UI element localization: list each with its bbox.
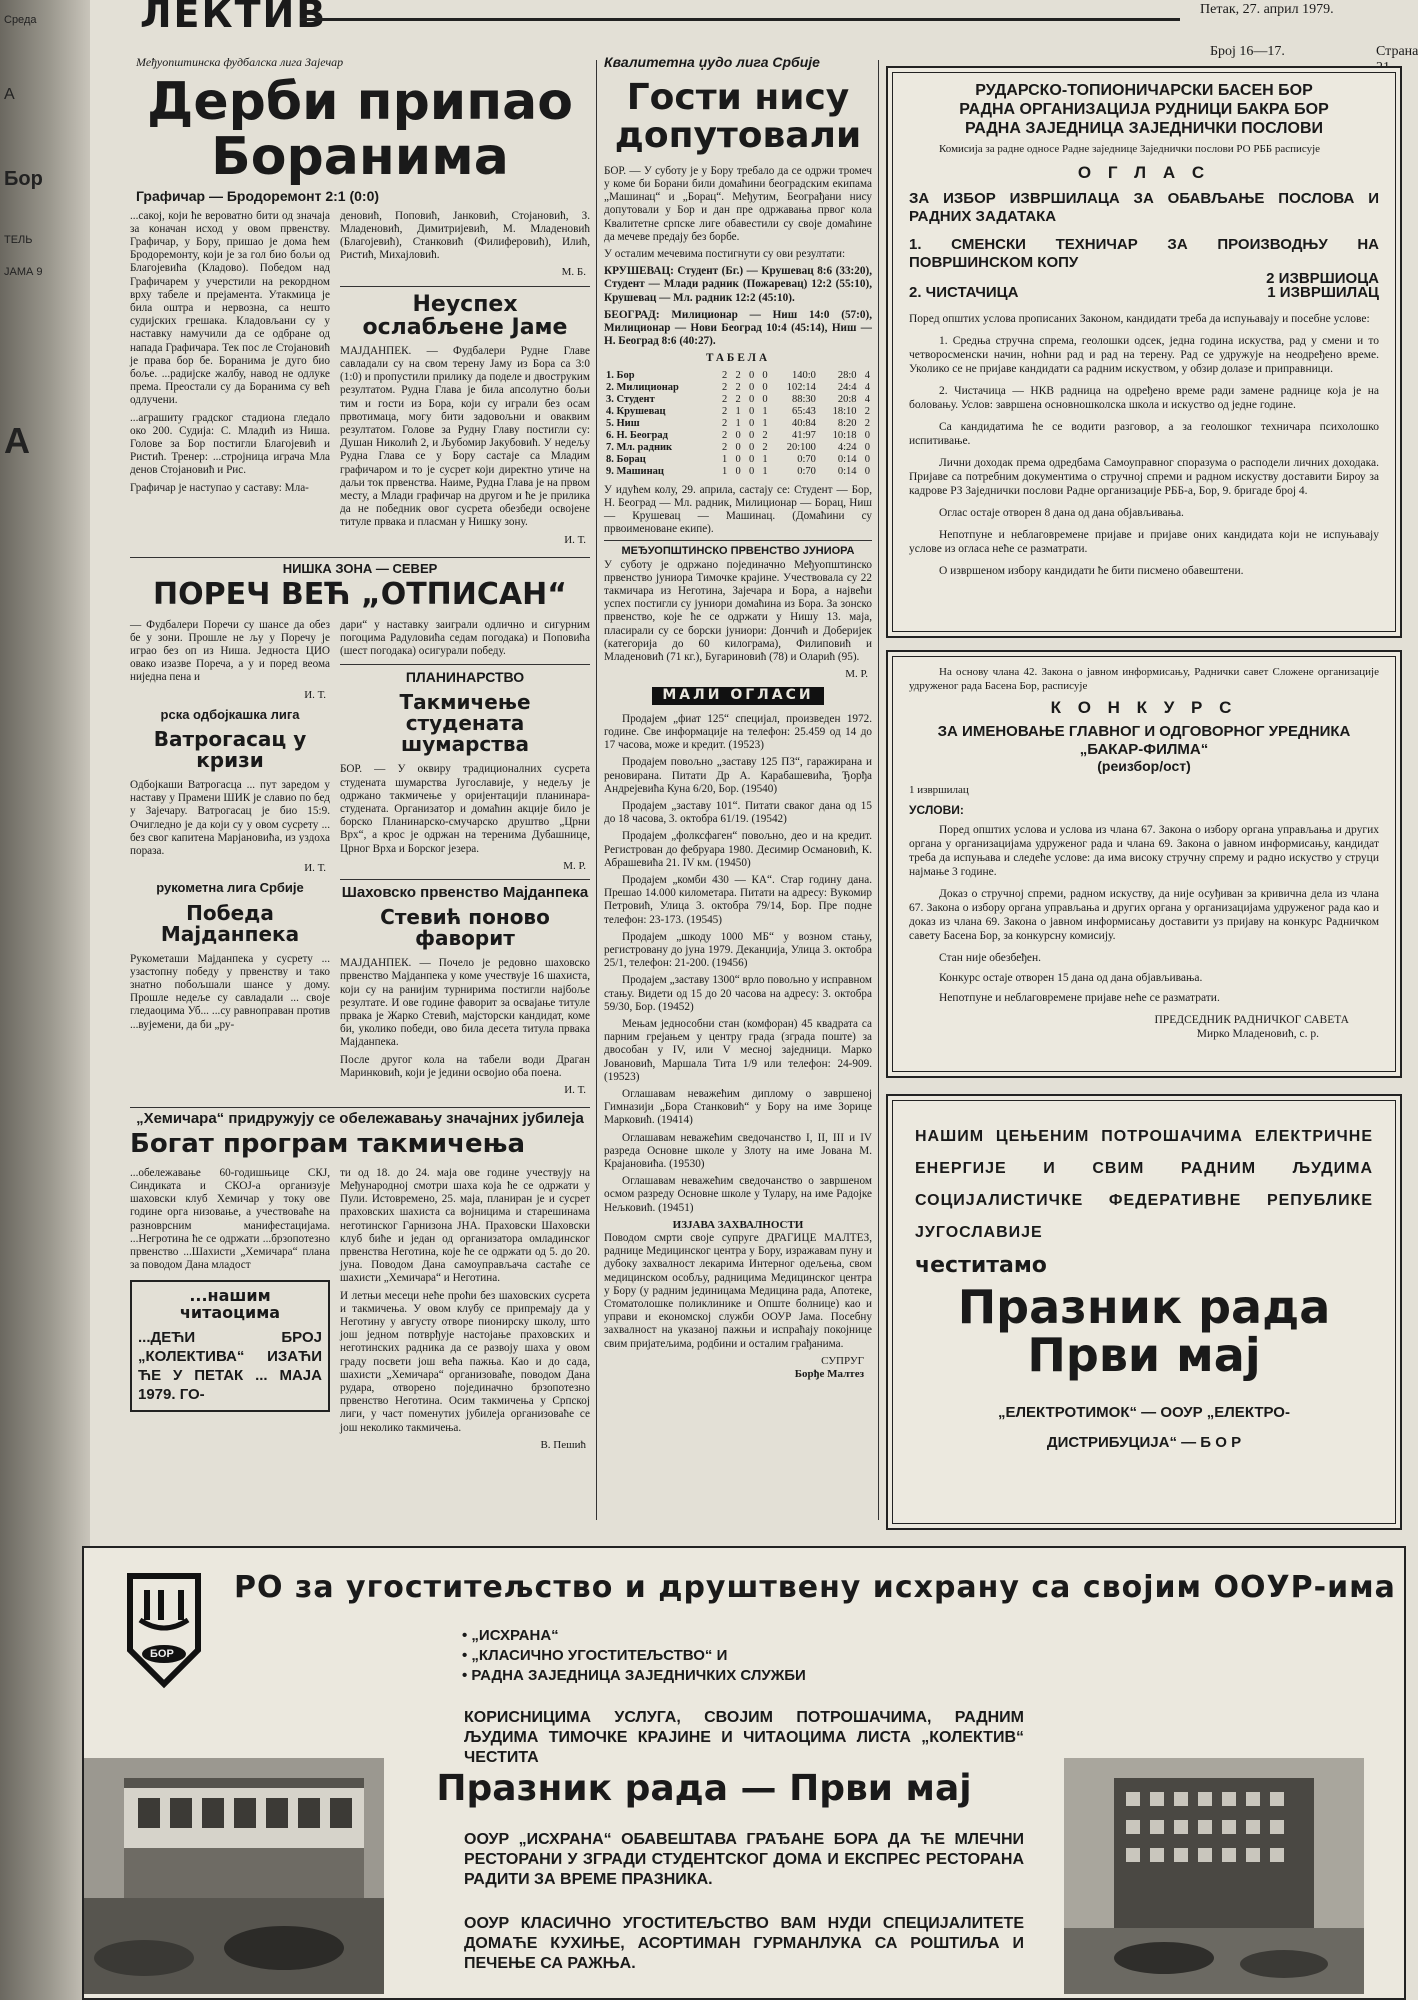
article-headline: Победа Мајданпека	[160, 900, 300, 946]
org-name: РУДАРСКО-ТОПИОНИЧАРСКИ БАСЕН БОР	[975, 82, 1313, 99]
sponsor-name: ДИСТРИБУЦИЈА“ — Б О Р	[1046, 1433, 1242, 1451]
team-name-cell: 8. Борац	[606, 453, 646, 465]
article-body: ...обележавање 60-годишњице СКЈ, Синдиката и СКОЈ-а организује шаховски клуб Хемичар у току ове године орга низовање, а учествоваће на разноврсним манифестацијама. ...Негротина ће се одржати ...брзопотезно првенство ...Шахисти „Хемичара“ плана за поводом Дана младост	[130, 1166, 330, 1272]
holiday-title: Празник рада	[957, 1280, 1331, 1334]
gutter-fragment: А	[4, 420, 30, 461]
unit-label: „ИСХРАНА“	[471, 1627, 559, 1644]
table-cell: 0	[748, 417, 755, 429]
signature-title: ПРЕДСЕДНИК РАДНИЧКОГ САВЕТА	[1154, 1014, 1349, 1026]
ad-paragraph: 2. Чистачица — НКВ радница на одређено време ради замене раднице која је на боловању. Услов: завршена основношколска школа и искуство од једне године.	[909, 385, 1379, 411]
table-row	[604, 454, 872, 466]
article-headline: Стевић поново фаворит	[380, 905, 550, 951]
author-initials: М. Б.	[561, 266, 586, 279]
table-row	[604, 394, 872, 406]
team-name-cell: 2. Милиционар	[606, 381, 679, 393]
table-row	[604, 442, 872, 454]
table-cell: 0	[748, 405, 755, 417]
unit-label: РАДНА ЗАЈЕДНИЦА ЗАЈЕДНИЧКИХ СЛУЖБИ	[471, 1667, 806, 1684]
table-cell: 24:4	[837, 381, 857, 393]
team-name-cell: 9. Машинац	[606, 465, 664, 477]
table-cell: 4	[864, 393, 870, 405]
table-cell: 0	[748, 381, 755, 393]
column-rule	[596, 60, 597, 1520]
results-text: БЕОГРАД: Милиционар — Ниш 14:0 (57:0), Милиционар — Нови Београд 10:4 (45:14), Ниш — Н. Београд 8:6 (40:27).	[604, 308, 872, 348]
table-cell: 2	[864, 405, 870, 417]
ad-paragraph: Непотпуне и неблаговремене пријаве и пријаве оних кандидата који не испуњавају услове из огласа неће се разматрати.	[909, 529, 1379, 555]
ad-paragraph: Конкурс остаје отворен 15 дана од дана објављивања.	[939, 972, 1203, 984]
author-initials: И. Т.	[564, 533, 586, 546]
ad-title: К О Н К У Р С	[1050, 698, 1238, 717]
gutter-fragment: Бор	[4, 168, 43, 190]
table-cell: 20:8	[837, 393, 857, 405]
catering-logo	[122, 1570, 206, 1690]
table-cell: 0	[864, 453, 870, 465]
classified-ad: Продајем повољно „заставу 125 ПЗ“, гаражирана и реновирана. Питати Др А. Карабашевића, Ђорђа Андрејевића Куна 6/20, Бор. (19540)	[604, 756, 872, 795]
article-body: У осталим мечевима постигнути су ови резултати:	[604, 248, 846, 261]
article-body: ти од 18. до 24. маја ове године учествују на Међународној смотри шаха која ће се одржати у Пули. Истовремено, 25. маја, планиран је и сусрет праховских шахиста са војницима и старешинама неготинског Гарнизона ЈНА. Праховски Шаховски клуб биће и један од организатора омладинског првенства Неготина, које ће се одржати од 5. до 20. јуна. Поводом Дана самоуправљача састаће се шахисти „Хемичара“ и Неготина.	[340, 1166, 590, 1285]
ad-headline: РО за угоститељство и друштвену исхрану са својим ООУР-има	[234, 1570, 1396, 1605]
holiday-title: Први мај	[1027, 1328, 1261, 1383]
article-headline: Дерби припао Боранима	[147, 72, 573, 187]
classified-ad: Продајем „заставу 1300“ врло повољно у исправном стању. Видети од 15 до 20 часова на адресу: 3. октобра 59/30, Бор. (19452)	[604, 974, 872, 1013]
table-cell: 1	[722, 453, 728, 465]
ad-subtitle: (реизбор/ост)	[1097, 758, 1191, 774]
table-cell: 0	[864, 441, 870, 453]
org-name: РАДНА ОРГАНИЗАЦИЈА РУДНИЦИ БАКРА БОР	[959, 101, 1329, 118]
table-cell: 140:0	[791, 369, 816, 381]
author-initials: И. Т.	[564, 1084, 586, 1097]
classified-ad: Оглашавам неважећим сведочанство о завршеном осмом разреду Основне школе у Тулару, на име Радојке Нељковић. (19451)	[604, 1175, 872, 1214]
position-1: 1. СМЕНСКИ ТЕХНИЧАР ЗА ПРОИЗВОДЊУ НА ПОВРШИНСКОМ КОПУ	[909, 236, 1379, 271]
ad-paragraph: Стан није обезбеђен.	[939, 952, 1042, 964]
article-body: У идућем колу, 29. априла, састају се: Студент — Бор, Н. Београд — Мл. радник, Милиционар — Борац, Ниш — Крушевац — Машинац. (Домаћини су првоименоване екипе).	[604, 483, 872, 536]
thanks-title: ИЗЈАВА ЗАХВАЛНОСТИ	[672, 1218, 804, 1231]
table-cell: 0	[762, 369, 768, 381]
position-1-count: 2 ИЗВРШИОЦА	[1266, 270, 1379, 287]
table-row	[604, 370, 872, 382]
table-cell: 0:70	[797, 465, 816, 477]
ad-paragraph: 1. Средња стручна спрема, геолошки одсек, једна година искуства, рад у смени и то четворосменски начин, ноћни рад и рад на терену. Рад се удружује на неодређено време. Уколико се не пријаве кандидати са радним искуством, у обзир долазе и приправници.	[909, 335, 1379, 375]
table-cell: 88:30	[791, 393, 816, 405]
contest-ad-box	[886, 650, 1402, 1078]
section-heading: ПЛАНИНАРСТВО	[405, 669, 525, 686]
table-cell: 1	[762, 417, 768, 429]
article-body: МАЈДАНПЕК. — Почело је редовно шаховско првенство Мајданпека у коме учествује 16 шахиста, који су на ранијим турнирима постигли најбоље резултате. И ове године фаворит за освајање титуле првака је Жарко Стевић, мајсторски кандидат, коме би, уколико победи, ово била десета титула првака Мајданпека.	[340, 957, 590, 1049]
article-kicker: „Хемичара“ придружују се обележавању значајних јубилеја	[136, 1110, 584, 1128]
classifieds-title: МАЛИ ОГЛАСИ	[652, 687, 823, 704]
greeting-text: НАШИМ ЦЕЊЕНИМ ПОТРОШАЧИМА ЕЛЕКТРИЧНЕ ЕНЕРГИЈЕ И СВИМ РАДНИМ ЉУДИМА СОЦИЈАЛИСТИЧКЕ ФЕДЕРАТИВНЕ РЕПУБЛИКЕ ЈУГОСЛАВИЈЕ	[915, 1128, 1373, 1241]
photo-image	[1064, 1758, 1364, 1994]
greeting-congrats: честитамо	[915, 1253, 1047, 1278]
classified-ad: Продајем „заставу 101“. Питати сваког дана од 15 до 18 часова, 3. октобра 61/19. (19542)	[604, 799, 872, 826]
position-count: 1 извршилац	[909, 784, 969, 796]
building-photo	[1064, 1758, 1364, 1994]
article-body: Рукометаши Мајданпека у сусрету ... узастопну победу у првенству и тако знатно побољшали шансе у дому. Прошле недеље су савладали ... своје гледаоцима Уб... ...су равноправан против ...вујемени, да би „ру-	[130, 952, 330, 1031]
table-cell: 2	[722, 405, 728, 417]
table-cell: 0	[748, 441, 755, 453]
table-cell: 1	[735, 417, 741, 429]
article-body: ...сакој, који ће вероватно бити од значаја за коначан исход у овом првенству. Графичар, у Бору, пришао је дома ћем Бродоремонту, који је за гол био бољи од Благојевића (Кладово). Победом над Графичарем у учерстили на рекордном врху табеле и прејамента. Утакмица је била оштра и нервозна, са нешто судијских грешака. Кладовљани су у наставку намучили да се одбране од напада Графичара. Тек пос ле Стојановић је права бор бе. Боранима је дуго био боље. ...радијске жалбу, навод не одлуке према. Преостали су да Боранима су већ одлучени.	[130, 209, 330, 407]
table-cell: 0	[735, 429, 741, 441]
table-row	[604, 406, 872, 418]
position-2-count: 1 ИЗВРШИЛАЦ	[1267, 284, 1379, 301]
gutter-fragment: ТЕЛЬ	[4, 234, 33, 246]
ad-info: ООУР „ИСХРАНА“ ОБАВЕШТАВА ГРАЂАНЕ БОРА ДА ЋЕ МЛЕЧНИ РЕСТОРАНИ У ЗГРАДИ СТУДЕНТСКОГ ДОМА И ЕКСПРЕС РЕСТОРАНА РАДИТИ ЗА ВРЕМЕ ПРАЗНИКА.	[464, 1831, 1024, 1888]
catering-ad	[82, 1546, 1406, 2000]
article-headline: Богат програм такмичења	[130, 1129, 526, 1160]
article-body: деновић, Поповић, Јанковић, Стојановић, З. Младеновић, Димитријевић, М. Младеновић (Благојевић), Станковић (Филиферовић), Илић, Ристић, Михајловић.	[340, 209, 590, 262]
classified-ad: Продајем „фолксфаген“ повољно, део и на кредит. Регистрован до фебруара 1980. Десимир Османовић, К. Абрашевића 21. IV км. (19450)	[604, 830, 872, 869]
team-name-cell: 3. Студент	[606, 393, 655, 405]
notice-body: ...ДЕЋИ БРОЈ „КОЛЕКТИВА“ ИЗАЋИ ЋЕ У ПЕТАК ... МАЈА 1979. ГО-	[138, 1328, 322, 1403]
article-body: И летњи месеци неће проћи без шаховских сусрета и такмичења. У овом клубу се припремају да у Неготину у августу отворе пионирску школу, што још једном потврђује настојање праховских и неготинских радника да се развоју шаха у овом граду посвети још већа пажња. Као и до сада, шахисти „Хемичара“ организоваће, поводом Дана рудара, отворено појединачно брзопотезно првенство Неготина. Осим такмичења у Српској лиги, у част поменутих јубилеја организоваће се још неколико такмичења.	[340, 1289, 590, 1434]
unit-item: • РАДНА ЗАЈЕДНИЦА ЗАЈЕДНИЧКИХ СЛУЖБИ	[462, 1667, 806, 1684]
thanks-sign-name: Борђе Малтез	[794, 1368, 864, 1381]
page-number: Страна	[1376, 44, 1418, 59]
table-cell: 0	[864, 429, 870, 441]
article-kicker: Квалитетна џудо лига Србије	[604, 54, 820, 70]
table-cell: 8:20	[837, 417, 857, 429]
unit-item: • „ИСХРАНА“	[462, 1627, 559, 1644]
position-2: 2. ЧИСТАЧИЦА	[909, 284, 1019, 301]
table-cell: 41:97	[791, 429, 816, 441]
reader-notice	[130, 1280, 330, 1412]
article-kicker: рукометна лига Србије	[156, 880, 304, 896]
team-name-cell: 1. Бор	[606, 369, 635, 381]
table-cell: 28:0	[837, 369, 857, 381]
article-headline: Ватрогасац у кризи	[153, 726, 307, 772]
ad-paragraph: Доказ о стручној спреми, радном искуству, да није осуђиван за кривична дела из члана 67. Закона о избору органа управљања и других органа у организацијама удруженог рада као и доказ из члана 69. Закона о јавном информисању доставити уз пријаву на конкурс Радничком савету Басена Бор, за конкурсну комисију.	[909, 888, 1379, 942]
conditions-label: УСЛОВИ:	[909, 803, 964, 817]
standings-table	[604, 370, 872, 478]
article-body: Одбојкаши Ватрогасца ... пут заредом у наставу у Прамени ШИК је славио по бед у Зајечару. Ватрогасац је био 15:9. Очигледно је да који су у овом сусрету ... без свог капитена Марјановића, из уздоха пораза.	[130, 778, 330, 857]
article-headline: ПОРЕЧ ВЕЋ „ОТПИСАН“	[153, 577, 567, 613]
author-initials: И. Т.	[304, 688, 326, 701]
classifieds-list	[604, 713, 872, 1215]
ad-title: О Г Л А С	[1077, 163, 1211, 182]
article-headline: Такмичење студената шумарства	[399, 690, 531, 757]
table-cell: 0:70	[797, 453, 816, 465]
thanks-sign: СУПРУГ	[821, 1354, 864, 1367]
column-rule	[878, 60, 879, 1520]
article-body: БОР. — У оквиру традиционалних сусрета студената шумарства Југославије, у недељу је одржано такмичење у оријентацији планинара-студената. Организатор и домаћин акције било је борско Планинарско-смучарско друштво „Црни Врх“, а крос је одржан на теренима Дубашнице, Црног Врха и Борског језера.	[340, 763, 590, 855]
masthead	[60, 0, 1418, 59]
ad-paragraph: Поред општих услова и услова из члана 67. Закона о избору органа управљања и других органа у организацијама удруженог рада и члана 69. Закона о јавном информисању, кандидат треба да испуњава и следеће услове: да има високу стручну спрему и радно искуство у струци најмање 3 године.	[909, 824, 1379, 878]
table-cell: 0	[748, 465, 755, 477]
article-kicker: Међуопштинска фудбалска лига Зајечар	[136, 55, 344, 69]
table-cell: 1	[722, 465, 728, 477]
article-body: БОР. — У суботу је у Бору требало да се одржи тромеч у коме би Борани били домаћини београдским екипама „Машинац“ и „Борац“. Међутим, Београђани нису допутовали у Бор и дан пре одржавања првог кола Квалитетне српске лиге обавестили су своје домаћине да мечеве предају без борбе.	[604, 164, 872, 243]
table-cell: 0	[748, 429, 755, 441]
masthead-title: ЛЕКТИВ	[140, 0, 328, 36]
ad-subtitle: ЗА ИЗБОР ИЗВРШИЛАЦА ЗА ОБАВЉАЊЕ ПОСЛОВА И РАДНИХ ЗАДАТАКА	[909, 190, 1379, 225]
table-cell: 0:14	[837, 453, 857, 465]
table-cell: 2	[722, 417, 728, 429]
table-cell: 0:14	[837, 465, 857, 477]
unit-item: • „КЛАСИЧНО УГОСТИТЕЉСТВО“ И	[462, 1647, 728, 1664]
judo-ads-column	[604, 56, 872, 1526]
classified-ad: Продајем „комби 430 — КА“. Стар годину дана. Прешао 14.000 километара. Питати на адресу: Вукомир Петровић, Улица 3. октобра 79/14, Бор. Пре подне телефон: 23-173. (19545)	[604, 873, 872, 926]
logo-graphic	[122, 1570, 206, 1690]
team-name-cell: 5. Ниш	[606, 417, 640, 429]
table-cell: 2	[722, 429, 728, 441]
table-row	[604, 418, 872, 430]
article-body: — Фудбалери Поречи су шансе да обез бе у зони. Прошле не љу у Поречу је играо без оп из Ниша. Једноста ЦИО овако изазве Пореча, а у и поред веома ниједна пена и	[130, 618, 330, 684]
table-cell: 10:18	[832, 429, 857, 441]
team-name-cell: 7. Мл. радник	[606, 441, 673, 453]
table-cell: 0	[735, 465, 741, 477]
team-name-cell: 4. Крушевац	[606, 405, 666, 417]
table-cell: 2	[722, 369, 728, 381]
table-cell: 1	[762, 453, 768, 465]
ad-paragraph: Лични доходак према одредбама Самоуправног споразума о расподели личних доходака. Пријаве са потребним документима о стручној спреми и радном искуству доставити Бироу за кадрове РЗ Заједнички послови Радне организације РББ-а, Бор, 9. бригаде број 4.	[909, 457, 1379, 497]
table-cell: 18:10	[832, 405, 857, 417]
table-cell: 1	[735, 405, 741, 417]
unit-label: „КЛАСИЧНО УГОСТИТЕЉСТВО“ И	[471, 1647, 728, 1664]
signature-name: Мирко Младеновић, с. р.	[1196, 1028, 1319, 1040]
article-body: МАЈДАНПЕК. — Фудбалери Рудне Главе савладали су на свом терену Јаму из Бора са 3:0 (1:0) и пропустили прилику да поделе и двоструким резултатом. Рудна Глава је била апсолутно бољи тим и гости из Бора, који су играли без осам првотимаца, могу бити задовољни и оваквим резултатом. Голове за Рудну Главу постигли су: Душан Николић 2, и Љубомир Јакубовић. У недељу Рудна Глава се у Бору састаје са Младим графичаром и то је сусрет који директно утиче на даљи ток првенства. Наиме, Рудна Глава је на првом месту, а Млади графичар на другом и ће је прилика да не победник овог сусрета обезбеди освојене титуле првака и пласман у Нишку зону.	[340, 344, 590, 529]
classified-ad: Продајем „шкоду 1000 МБ“ у возном стању, регистровану до јуна 1979. Деканџија, Улица 3. октобра 25/1, телефон: 21-200. (19456)	[604, 930, 872, 970]
ad-paragraph: Непотпуне и неблаговремене пријаве неће се разматрати.	[939, 992, 1220, 1004]
classified-ad: Мењам једнособни стан (комфоран) 45 квадрата са парним грејањем у центру града (зграда поште) за двособан у IV, или V месној заједници. Марко Јовановић, Маршала Тита 1/9 или телефон: 24-909. (19523)	[604, 1017, 872, 1083]
table-row	[604, 466, 872, 478]
score-line: Графичар — Бродоремонт 2:1 (0:0)	[136, 188, 380, 205]
ad-paragraph: О извршеном избору кандидати ће бити писмено обавештени.	[939, 565, 1244, 577]
table-cell: 2	[722, 381, 728, 393]
masthead-rule	[300, 18, 1180, 21]
table-cell: 20:100	[786, 441, 816, 453]
table-cell: 2	[735, 369, 741, 381]
table-cell: 4:24	[837, 441, 857, 453]
gutter-fragment: ЈАМА 9	[4, 266, 43, 278]
ad-intro: Комисија за радне односе Радне заједнице Заједнички послови РО РББ расписује	[939, 143, 1321, 155]
article-headline: Неуспех ослабљене Јаме	[362, 291, 568, 340]
table-cell: 102:14	[786, 381, 816, 393]
article-kicker: рска одбојкашка лига	[160, 706, 300, 722]
table-title: ТАБЕЛА	[705, 352, 771, 365]
table-cell: 1	[762, 405, 768, 417]
unit-list	[462, 1626, 806, 1686]
ad-info: ООУР КЛАСИЧНО УГОСТИТЕЉСТВО ВАМ НУДИ СПЕЦИЈАЛИТЕТЕ ДОМАЋЕ КУХИЊЕ, АСОРТИМАН ГУРМАНЛУКА СА РОШТИЉА И ПЕЧЕЊЕ СА РАЖЊА.	[464, 1915, 1024, 1972]
table-cell: 0	[864, 465, 870, 477]
sports-column	[130, 56, 590, 1526]
article-body: После другог кола на табели води Драган Маринковић, који је једини освојио оба поена.	[340, 1053, 590, 1079]
ad-paragraph: Поред општих услова прописаних Законом, кандидати треба да испуњавају и посебне услове:	[909, 313, 1370, 325]
ad-greeting: КОРИСНИЦИМА УСЛУГА, СВОЈИМ ПОТРОШАЧИМА, РАДНИМ ЉУДИМА ТИМОЧКЕ КРАЈИНЕ И ЧИТАОЦИМА ЛИСТА „КОЛЕКТИВ“ ЧЕСТИТА	[464, 1709, 1024, 1766]
ad-intro: На основу члана 42. Закона о јавном информисању, Раднички савет Сложене организације удруженог рада Басена Бор, расписује	[909, 666, 1379, 692]
classified-ad: Продајем „фиат 125“ специјал, произведен 1972. године. Све информације на телефон: 25.459 од 14 до 17 часова, може и кредит. (19523)	[604, 712, 872, 752]
author-initials: В. Пешић	[540, 1438, 586, 1451]
article-body: У суботу је одржано појединачно Међуопштинско првенство јуниора Тимочке крајине. Учествовала су 22 такмичара из Неготина, Зајечара и Бора, а највећи успех постигли су јуниори домаћина из Бора. За зонско првенство, које ће се одржати у Нишу 13. маја, пласирали су се борски јуниори: Дончић и Доберијек (категорија до 60 килограма), Филиповић и Младеновић (71 кг.), Бугариновић (78) и Оларић (95).	[604, 558, 872, 664]
article-kicker: НИШКА ЗОНА — СЕВЕР	[282, 560, 438, 576]
table-row	[604, 382, 872, 394]
table-cell: 2	[722, 393, 728, 405]
table-cell: 0	[762, 381, 768, 393]
article-headline: Гости нису допутовали	[614, 77, 862, 156]
gutter-fragment: Среда	[4, 14, 37, 26]
table-cell: 2	[735, 393, 741, 405]
article-headline: МЕЂУОПШТИНСКО ПРВЕНСТВО ЈУНИОРА	[621, 545, 855, 558]
masthead-date: Петак, 27. април 1979.	[1200, 2, 1334, 17]
results-text: КРУШЕВАЦ: Студент (Бг.) — Крушевац 8:6 (33:20), Студент — Млади радник (Пожаревац) 12:2 (55:10), Крушевац — Мл. радник 12:2 (45:10).	[604, 265, 872, 304]
author-initials: М. Р.	[845, 668, 868, 681]
photo-image	[84, 1758, 384, 1994]
ad-holiday: Празник рада — Први мај	[436, 1768, 972, 1809]
table-cell: 1	[762, 465, 768, 477]
org-name: РАДНА ЗАЈЕДНИЦА ЗАЈЕДНИЧКИ ПОСЛОВИ	[964, 120, 1324, 137]
table-cell: 2	[762, 429, 768, 441]
article-body: дари“ у наставку заиграли одлично и сигурним погоцима Радуловића седам погодака) и Поповића (шест погодака) осигурали победу.	[340, 618, 590, 657]
table-cell: 0	[748, 369, 755, 381]
table-cell: 2	[762, 441, 768, 453]
table-cell: 0	[748, 393, 755, 405]
logo-text: БОР	[150, 1648, 174, 1660]
issue-number: Број 16—17.	[1210, 44, 1285, 59]
article-body: Графичар је наступао у саставу: Мла-	[130, 481, 309, 494]
table-cell: 0	[735, 453, 741, 465]
table-cell: 2	[722, 441, 728, 453]
author-initials: И. Т.	[304, 862, 326, 875]
ad-paragraph: Оглас остаје отворен 8 дана од дана објављивања.	[939, 507, 1184, 519]
greeting-ad-box	[886, 1094, 1402, 1530]
ad-subtitle: ЗА ИМЕНОВАЊЕ ГЛАВНОГ И ОДГОВОРНОГ УРЕДНИКА „БАКАР-ФИЛМА“	[937, 723, 1351, 758]
notice-title: ...нашим читаоцима	[179, 1286, 281, 1323]
table-cell: 4	[864, 381, 870, 393]
table-cell: 2	[864, 417, 870, 429]
table-cell: 40:84	[791, 417, 816, 429]
article-kicker: Шаховско првенство Мајданпека	[341, 883, 589, 901]
table-cell: 4	[864, 369, 870, 381]
table-cell: 65:43	[791, 405, 816, 417]
team-name-cell: 6. Н. Београд	[606, 429, 668, 441]
table-cell: 2	[735, 381, 741, 393]
table-row	[604, 430, 872, 442]
classified-ad: Оглашавам неважећим сведочанство I, II, III и IV разреда Основне школе у Злоту на име Јована М. Крајановића. (19530)	[604, 1131, 872, 1170]
binding-gutter	[0, 0, 90, 2000]
article-body: ...аграшиту градског стадиона гледало око 200. Судија: С. Младић из Ниша. Голове за Бор постигли Благојевић и Ристић. Тренер: ...стројница играча Мла денов Стојановић и Рис.	[130, 411, 330, 477]
table-cell: 0	[762, 393, 768, 405]
author-initials: М. Р.	[563, 859, 586, 872]
ad-paragraph: Са кандидатима ће се водити разговор, а за геолошког техничара психолошко испитивање.	[909, 421, 1379, 447]
restaurant-photo	[84, 1758, 384, 1994]
sponsor-name: „ЕЛЕКТРОТИМОК“ — ООУР „ЕЛЕКТРО-	[998, 1403, 1290, 1421]
table-cell: 0	[735, 441, 741, 453]
thanks-body: Поводом смрти своје супруге ДРАГИЦЕ МАЛТЕЗ, раднице Медицинског центра у Бору, изражавам пуну и дубоку захвалност лекарима Интерног одељења, свом медицинском особљу, радницима Медицинског центра у Бору (у радним јединицама Медицина рада, Апотеке, Стоматолошке поликлинике и Опште болнице) као и управи и економској служби ООУР Јама. Посебну захвалност на указаној пажњи и испраћају покојнице свим пријатељима, родбини и осталим грађанима.	[604, 1232, 872, 1350]
classified-ad: Оглашавам неважећим диплому о завршеној Гимназији „Бора Станковић“ у Бору на име Зорице Марковић. (19414)	[604, 1087, 872, 1127]
job-ad-box	[886, 66, 1402, 638]
gutter-fragment: А	[4, 86, 15, 103]
table-cell: 0	[748, 453, 755, 465]
